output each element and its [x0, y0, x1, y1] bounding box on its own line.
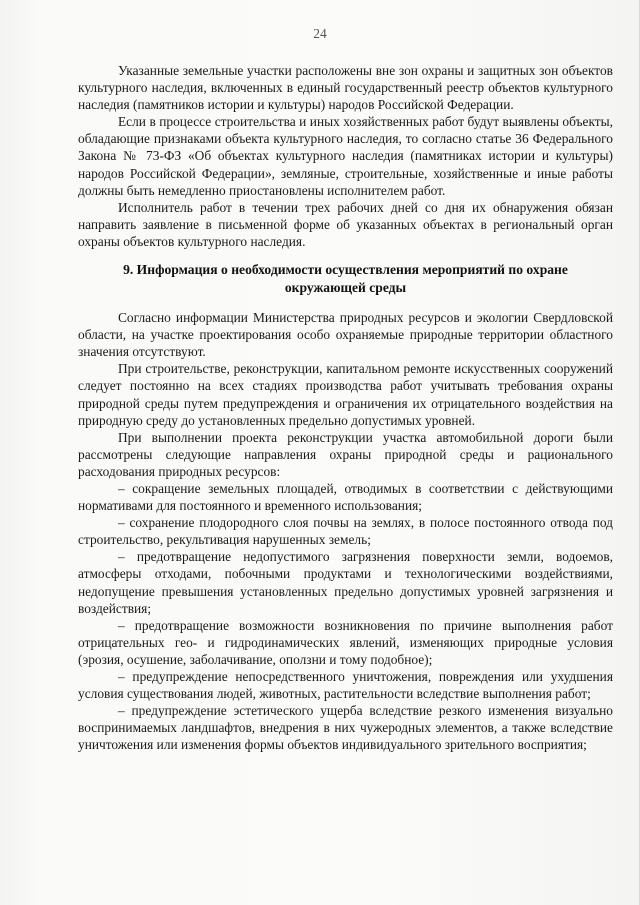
paragraph: При выполнении проекта реконструкции участка автомобильной дороги были рассмотрены следующие направления охраны природной среды и рационального расходования природных ресурсов: [78, 429, 613, 479]
section-heading-line: окружающей среды [284, 279, 407, 295]
list-item: – предотвращение возможности возникновения по причине выполнения работ отрицательных гео- и гидродинамических явлений, изменяющих природные условия (эрозия, осушение, заболачивание, оползни и тому подобное); [78, 617, 613, 667]
list-item: – предотвращение недопустимого загрязнения поверхности земли, водоемов, атмосферы отходами, побочными продуктами и технологическими воздействиями, недопущение превышения установленных предельно допустимых уровней загрязнения и воздействия; [78, 549, 613, 616]
list-item: – сохранение плодородного слоя почвы на землях, в полосе постоянного отвода под строительство, рекультивация нарушенных земель; [78, 515, 613, 548]
paragraph: Согласно информации Министерства природных ресурсов и экологии Свердловской области, на участке проектирования особо охраняемые природные территории областного значения отсутствуют. [78, 310, 613, 360]
list-item: – предупреждение эстетического ущерба вследствие резкого изменения визуально воспринимаемых ландшафтов, внедрения в них чужеродных элементов, а также вследствие уничтожения или изменения формы объектов индивидуального зрительного восприятия; [78, 703, 613, 753]
section-heading-line: 9. Информация о необходимости осуществления мероприятий по охране [123, 262, 568, 278]
paragraph: Если в процессе строительства и иных хозяйственных работ будут выявлены объекты, обладающие признаками объекта культурного наследия, то согласно статье 36 Федерального Закона № 73-ФЗ «Об объектах культурного наследия (памятниках истории и культуры) народов Российской Федерации», земляные, строительные, хозяйственные и иные работы должны быть немедленно приостановлены исполнителем работ. [78, 114, 613, 198]
document-body [78, 62, 613, 753]
paragraph: При строительстве, реконструкции, капитальном ремонте искусственных сооружений следует постоянно на всех стадиях производства работ учитывать требования охраны природной среды путем предупреждения и ограничения их отрицательного воздействия на природную среду до установленных предельно допустимых уровней. [78, 361, 613, 428]
paragraph: Указанные земельные участки расположены вне зон охраны и защитных зон объектов культурного наследия, включенных в единый государственный реестр объектов культурного наследия (памятников истории и культуры) народов Российской Федерации. [78, 63, 613, 113]
section-heading [78, 261, 613, 296]
page-number: 24 [313, 26, 327, 41]
paragraph: Исполнитель работ в течении трех рабочих дней со дня их обнаружения обязан направить заявление в письменной форме об указанных объектах в региональный орган охраны объектов культурного наследия. [78, 199, 613, 249]
list-item: – предупреждение непосредственного уничтожения, повреждения или ухудшения условия существования людей, животных, растительности вследствие выполнения работ; [78, 669, 613, 702]
list-item: – сокращение земельных площадей, отводимых в соответствии с действующими нормативами для постоянного и временного использования; [78, 480, 613, 514]
